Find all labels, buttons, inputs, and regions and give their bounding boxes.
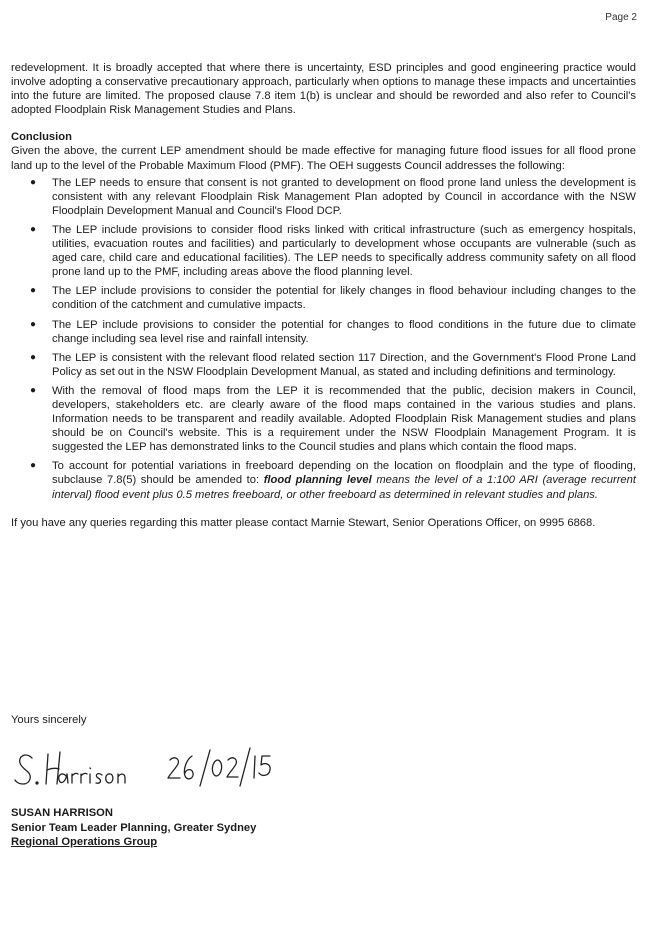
list-item xyxy=(30,176,636,218)
conclusion-intro: Given the above, the current LEP amendment should be made effective for managing future flood issues for all flood prone land up to the level of the Probable Maximum Flood (PMF). The OEH suggests Council addresses the following: xyxy=(11,145,636,172)
bullet-icon: ● xyxy=(30,223,37,235)
list-item-text: The LEP include provisions to consider the potential for likely changes in flood behaviour including changes to the condition of the catchment and cumulative impacts. xyxy=(52,285,636,312)
list-item xyxy=(30,459,636,501)
bullet-icon: ● xyxy=(30,318,37,330)
list-item xyxy=(30,384,636,454)
list-item-text: The LEP include provisions to consider flood risks linked with critical infrastructure (such as emergency hospitals, utilities, evacuation routes and facilities) and particularly to development whose occupants are vulnerable (such as aged care, child care and educational facilities). The LEP needs to specifically address community safety on all flood prone land up to the PMF, including areas above the flood planning level. xyxy=(52,223,636,279)
page-number: Page 2 xyxy=(605,12,637,23)
bullet-icon: ● xyxy=(30,285,37,297)
bullet-icon: ● xyxy=(30,176,37,188)
bullet-icon: ● xyxy=(30,460,37,472)
letter-body xyxy=(11,61,636,530)
signatory-group: Regional Operations Group xyxy=(11,836,158,848)
closing-salutation: Yours sincerely xyxy=(11,714,87,726)
list-item xyxy=(30,318,636,346)
flood-planning-definition: means the level of a 1:100 ARI (average recurrent interval) flood event plus 0.5 metres freeboard, or other freeboard as determined in relevant studies and plans. xyxy=(52,474,636,501)
bullet-icon: ● xyxy=(30,384,37,396)
contact-paragraph: If you have any queries regarding this matter please contact Marnie Stewart, Senior Operations Officer, on 9995 6868. xyxy=(11,516,596,529)
signatory-title: Senior Team Leader Planning, Greater Sydney xyxy=(11,821,257,834)
list-item-text: With the removal of flood maps from the LEP it is recommended that the public, decision makers in Council, developers, stakeholders etc. are clearly aware of the flood maps contained in the various studies and plans. Information needs to be transparent and readily available. Adopted Floodplain Risk Management studies and plans should be on Council's website. This is a requirement under the NSW Floodplain Management Program. It is suggested the LEP has demonstrated links to the Council studies and plans which contain the flood maps. xyxy=(52,384,636,454)
list-item-text: The LEP needs to ensure that consent is not granted to development on flood prone land unless the development is consistent with any relevant Floodplain Risk Management Plan adopted by Council in accordance with the NSW Floodplain Development Manual and Council's Flood DCP. xyxy=(52,176,636,217)
list-item xyxy=(30,284,636,312)
list-item xyxy=(30,351,636,379)
signature-block xyxy=(11,806,256,850)
flood-planning-term: flood planning level xyxy=(263,474,372,487)
recommendation-list xyxy=(11,176,636,502)
flood-planning-lead: To account for potential variations in freeboard depending on the location on floodplain and the type of flooding, subclause 7.8(5) should be amended to: xyxy=(52,460,636,487)
list-item-text: The LEP include provisions to consider the potential for changes to flood conditions in the future due to climate change including sea level rise and rainfall intensity. xyxy=(52,318,636,345)
handwritten-signature xyxy=(10,738,280,796)
bullet-icon: ● xyxy=(30,351,37,363)
list-item-text: The LEP is consistent with the relevant flood related section 117 Direction, and the Government's Flood Prone Land Policy as set out in the NSW Floodplain Development Manual, as stated and including definitions and terminology. xyxy=(52,351,636,378)
conclusion-heading: Conclusion xyxy=(11,131,72,144)
list-item xyxy=(30,223,636,279)
intro-paragraph: redevelopment. It is broadly accepted that where there is uncertainty, ESD principles and good engineering practice would involve adopting a conservative precautionary approach, particularly when options to manage these impacts and uncertainties into the future are limited. The proposed clause 7.8 item 1(b) is unclear and should be reworded and also refer to Council's adopted Floodplain Risk Management Studies and Plans. xyxy=(11,62,636,117)
signatory-name: SUSAN HARRISON xyxy=(11,807,113,819)
